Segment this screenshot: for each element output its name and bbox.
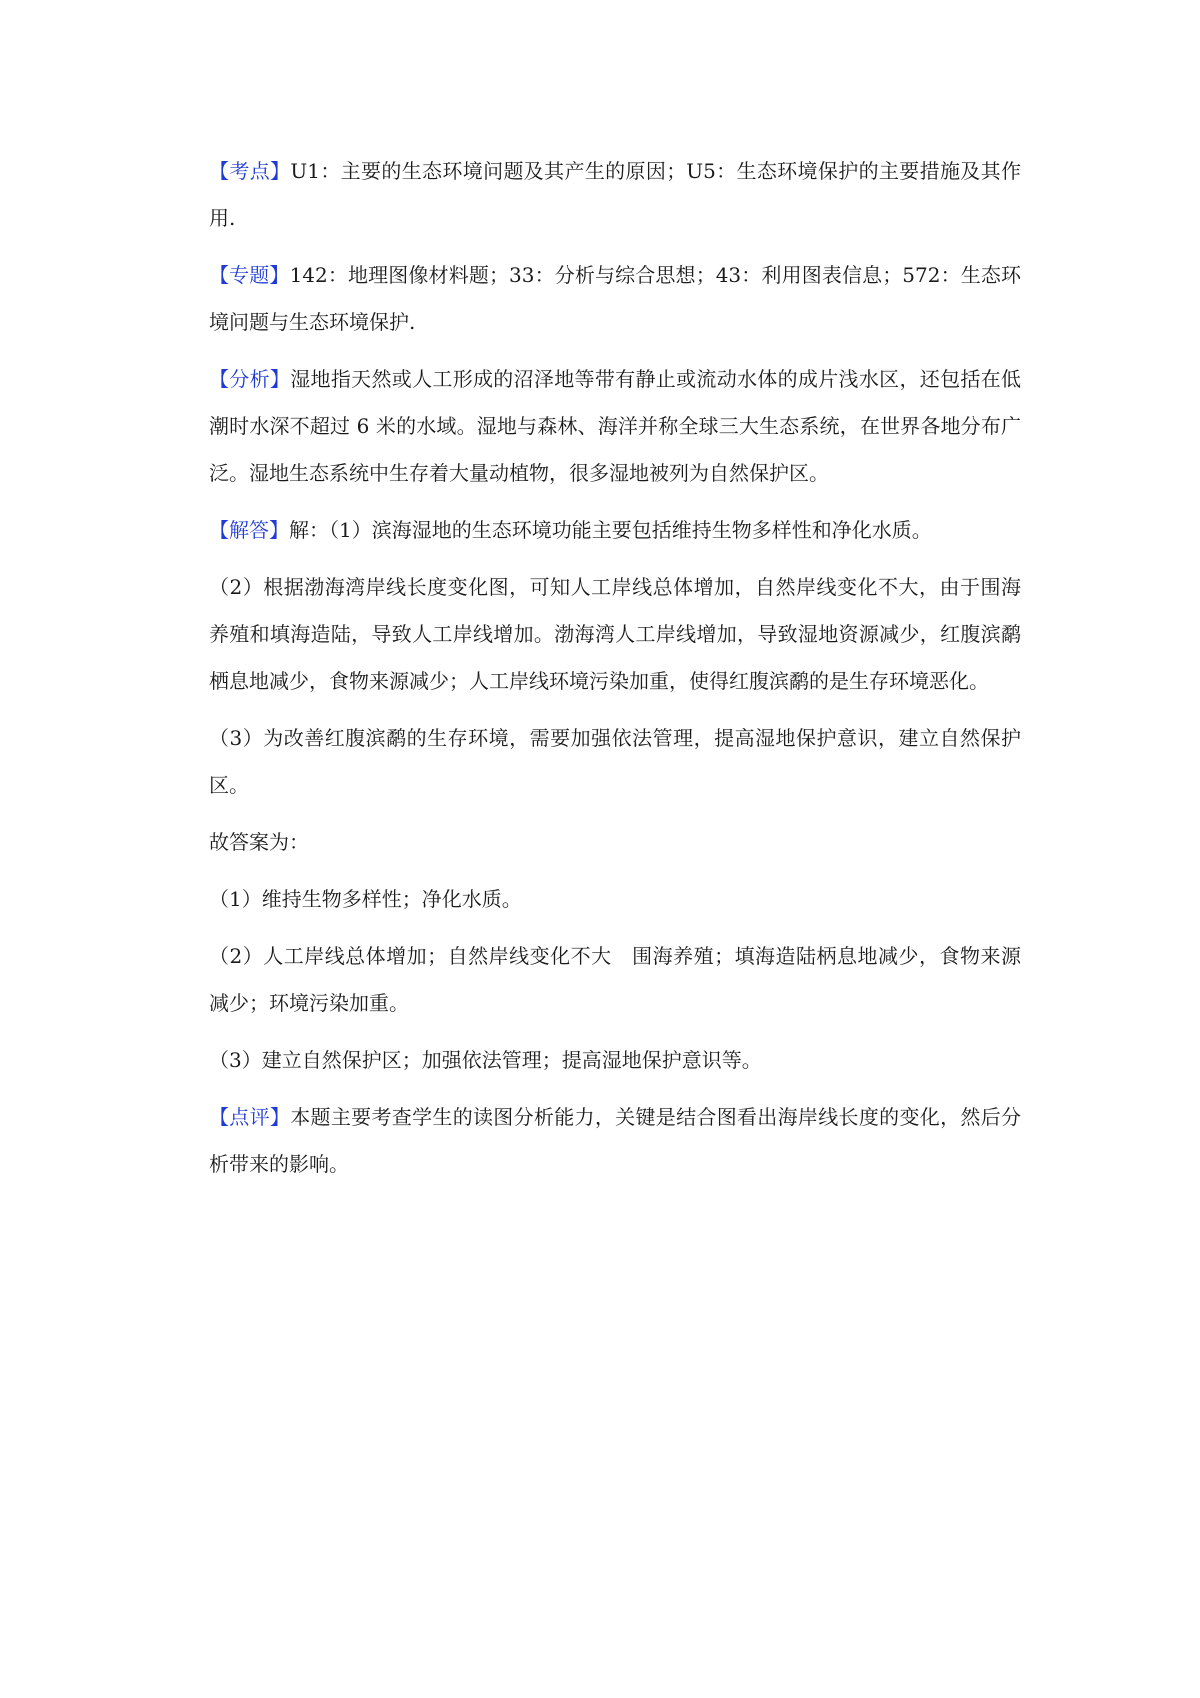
answer-2: （2）人工岸线总体增加；自然岸线变化不大 围海养殖；填海造陆柄息地减少，食物来源减少；环境污染加重。: [209, 944, 1021, 1015]
fenxi-tag: 【分析】: [209, 367, 291, 391]
answer-1: （1）维持生物多样性；净化水质。: [209, 887, 522, 911]
dianping-text: 本题主要考查学生的读图分析能力，关键是结合图看出海岸线长度的变化，然后分析带来的影响。: [209, 1105, 1022, 1176]
answer-intro: 故答案为：: [209, 830, 309, 854]
jieda-text: 解：（1）滨海湿地的生态环境功能主要包括维持生物多样性和净化水质。: [289, 518, 932, 542]
fenxi-paragraph: [209, 356, 1021, 497]
document-page: [209, 148, 1021, 1198]
kaodian-tag: 【考点】: [209, 159, 291, 183]
kaodian-text: U1：主要的生态环境问题及其产生的原因；U5：生态环境保护的主要措施及其作用.: [209, 159, 1021, 230]
fenxi-text: 湿地指天然或人工形成的沼泽地等带有静止或流动水体的成片浅水区，还包括在低潮时水深不超过 6 米的水域。湿地与森林、海洋并称全球三大生态系统，在世界各地分布广泛。湿地生态系统中生存着大量动植物，很多湿地被列为自然保护区。: [209, 367, 1022, 485]
jieda-part-2: （2）根据渤海湾岸线长度变化图，可知人工岸线总体增加，自然岸线变化不大，由于围海养殖和填海造陆，导致人工岸线增加。渤海湾人工岸线增加，导致湿地资源减少，红腹滨鹬栖息地减少，食物来源减少；人工岸线环境污染加重，使得红腹滨鹬的是生存环境恶化。: [209, 575, 1021, 693]
jieda-paragraph: [209, 507, 1021, 554]
zhuanti-text: 142：地理图像材料题；33：分析与综合思想；43：利用图表信息；572：生态环境问题与生态环境保护.: [209, 263, 1021, 334]
answer-3: （3）建立自然保护区；加强依法管理；提高湿地保护意识等。: [209, 1048, 762, 1072]
dianping-tag: 【点评】: [209, 1105, 291, 1129]
dianping-paragraph: [209, 1094, 1021, 1188]
zhuanti-tag: 【专题】: [209, 263, 290, 287]
jieda-part-3: （3）为改善红腹滨鹬的生存环境，需要加强依法管理，提高湿地保护意识，建立自然保护区。: [209, 726, 1021, 797]
kaodian-paragraph: [209, 148, 1021, 242]
zhuanti-paragraph: [209, 252, 1021, 346]
jieda-tag: 【解答】: [209, 518, 289, 542]
